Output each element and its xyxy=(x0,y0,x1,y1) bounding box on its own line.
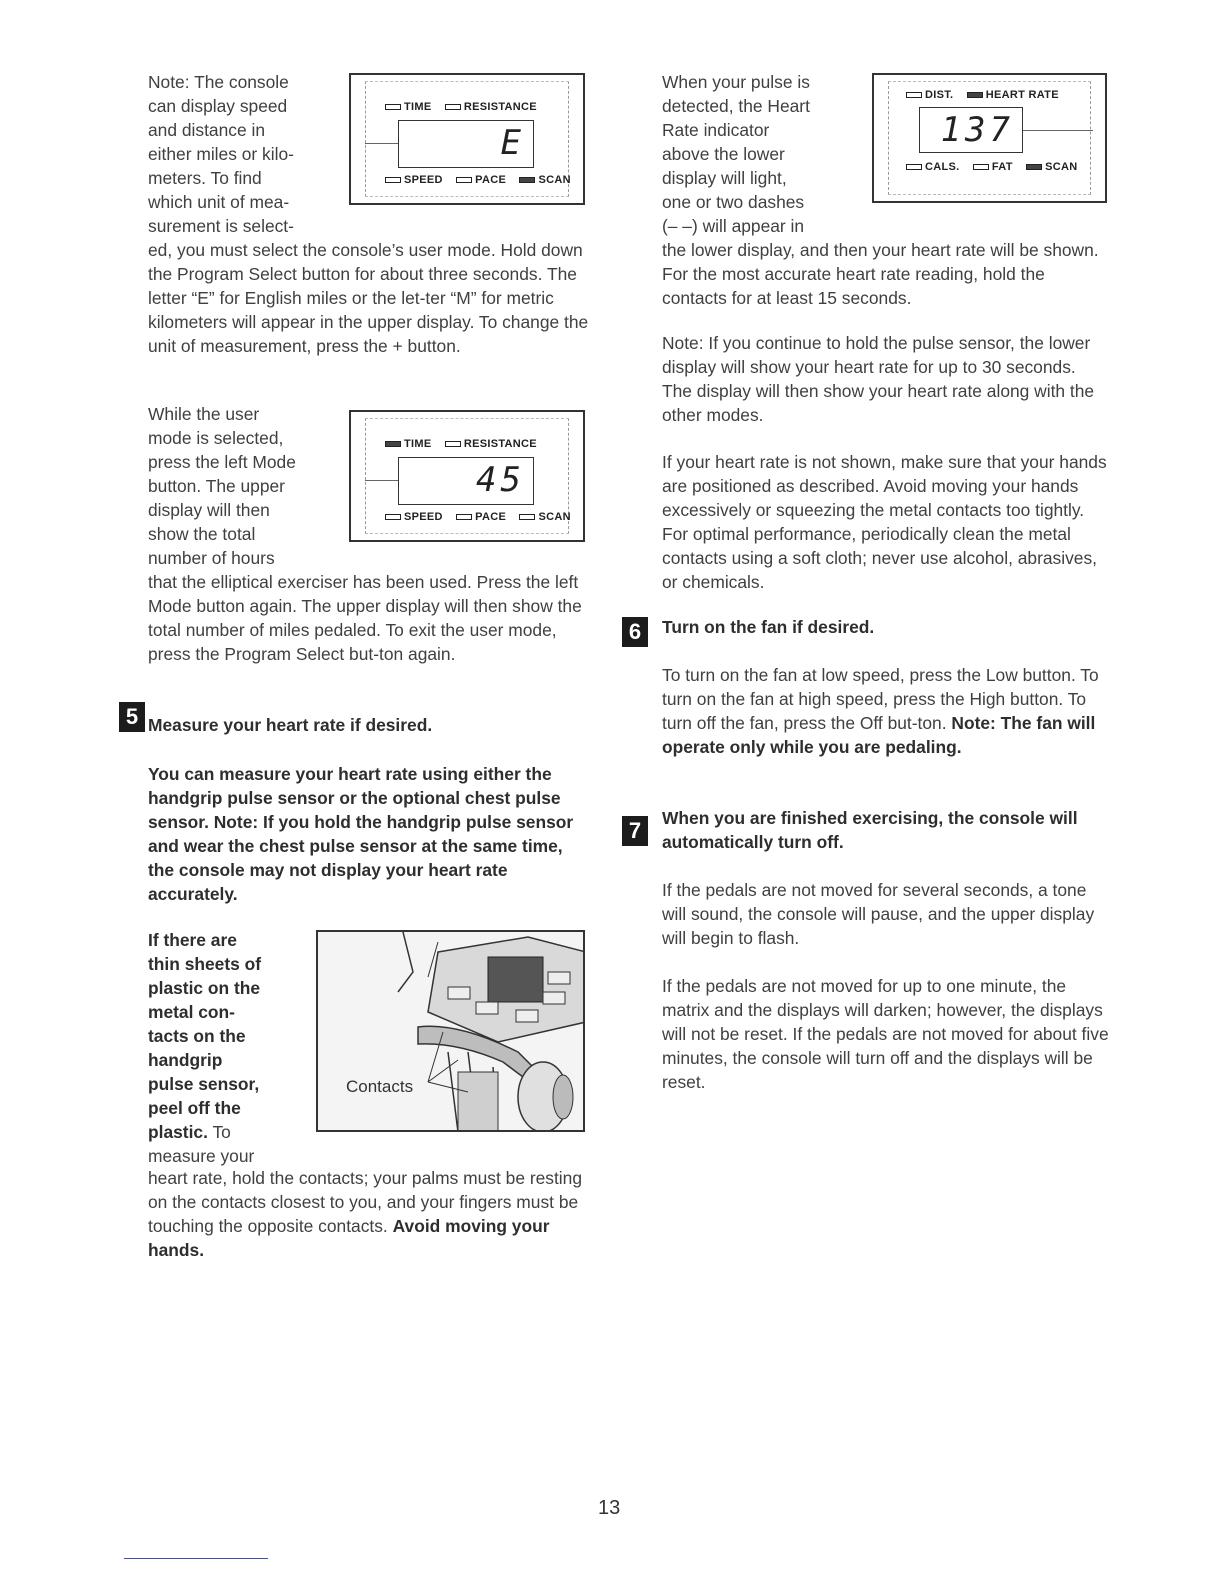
line: display will light, xyxy=(662,168,787,188)
line: Note: The console xyxy=(148,72,289,92)
fan-instructions: To turn on the fan at low speed, press the Low button. To turn on the fan at high speed, press the High button. To turn off the fan, press the Off but-ton. xyxy=(662,665,1099,733)
line: While the user xyxy=(148,404,260,424)
step-5-bold-paragraph: You can measure your heart rate using either the handgrip pulse sensor or the optional chest pulse sensor. Note: If you hold the handgrip pulse sensor and wear the chest pulse sensor at the same time, the console may not display your heart rate accurately. xyxy=(148,764,574,904)
time-indicator-icon xyxy=(385,104,401,110)
display-top-indicators xyxy=(385,438,547,450)
line: one or two dashes xyxy=(662,192,805,212)
step-6-badge: 6 xyxy=(622,617,648,647)
display-bottom-indicators xyxy=(385,511,581,523)
indicator-scan: SCAN xyxy=(519,511,570,523)
line: measure your xyxy=(148,1146,255,1166)
indicator-scan: SCAN xyxy=(1026,161,1077,173)
display-bottom-indicators xyxy=(906,161,1087,173)
line: which unit of mea- xyxy=(148,192,290,212)
line: When your pulse is xyxy=(662,72,810,92)
fan-note: Note: The fan will operate only while you are pedaling. xyxy=(662,713,1096,757)
indicator-heart-rate: HEART RATE xyxy=(967,89,1059,101)
line: number of hours xyxy=(148,548,275,568)
time-indicator-icon xyxy=(385,441,401,447)
step-7-para2: If the pedals are not moved for up to one minute, the matrix and the displays will darken; however, the displays will not be reset. If the pedals are not moved for about five minutes, the console will turn off and the displays will be reset. xyxy=(662,976,1109,1092)
pulse-rest: the lower display, and then your heart rate will be shown. For the most accurate heart rate reading, hold the contacts for at least 15 seconds. xyxy=(662,240,1099,308)
line: Rate indicator xyxy=(662,120,770,140)
plastic-word: plastic. xyxy=(148,1122,208,1142)
line: pulse sensor, xyxy=(148,1074,260,1094)
display-tick xyxy=(1023,130,1093,131)
avoid-moving-text: Avoid moving your hands. xyxy=(148,1216,550,1260)
note-units-rest: ed, you must select the console’s user mode. Hold down the Program Select button for about three seconds. The letter “E” for English miles or the let-ter “M” for metric kilometers will appear in the upper display. To change the unit of measurement, press the + button. xyxy=(148,240,589,356)
resistance-indicator-icon xyxy=(445,441,461,447)
line: plastic on the xyxy=(148,978,261,998)
resistance-indicator-icon xyxy=(445,104,461,110)
speed-indicator-icon xyxy=(385,177,401,183)
step-7-para1: If the pedals are not moved for several seconds, a tone will sound, the console will pause, and the upper display will begin to flash. xyxy=(662,880,1095,948)
step-6-title: Turn on the fan if desired. xyxy=(662,617,875,637)
user-mode-rest: that the elliptical exerciser has been used. Press the left Mode button again. The upper display will then show the total number of miles pedaled. To exit the user mode, press the Program Select but-ton again. xyxy=(148,572,582,664)
line: display will then xyxy=(148,500,270,520)
line: tacts on the xyxy=(148,1026,246,1046)
indicator-resistance: RESISTANCE xyxy=(445,101,537,113)
line: can display speed xyxy=(148,96,288,116)
to-word: To xyxy=(207,1122,231,1142)
step-5-badge: 5 xyxy=(119,702,145,732)
line: meters. To find xyxy=(148,168,262,188)
pulse-wrapped xyxy=(662,70,872,238)
indicator-speed: SPEED xyxy=(385,511,443,523)
line xyxy=(148,1120,308,1144)
line: mode is selected, xyxy=(148,428,284,448)
line: metal con- xyxy=(148,1002,235,1022)
indicator-resistance: RESISTANCE xyxy=(445,438,537,450)
speed-indicator-icon xyxy=(385,514,401,520)
step-7-badge: 7 xyxy=(622,816,648,846)
scan-indicator-icon xyxy=(519,514,535,520)
contacts-label: Contacts xyxy=(346,1077,414,1096)
line: (– –) will appear in xyxy=(662,216,805,236)
console-display-hours xyxy=(349,410,585,542)
line: handgrip xyxy=(148,1050,223,1070)
plastic-note-wrapped xyxy=(148,928,308,1168)
display-digits: 137 xyxy=(919,107,1023,153)
line: show the total xyxy=(148,524,256,544)
note-pulse-sensor: Note: If you continue to hold the pulse sensor, the lower display will show your heart rate for up to 30 seconds. The display will then show your heart rate along with the other modes. xyxy=(662,333,1095,425)
heart-rate-indicator-icon xyxy=(967,92,983,98)
line: detected, the Heart xyxy=(662,96,810,116)
display-bottom-indicators xyxy=(385,174,581,186)
user-mode-wrapped xyxy=(148,402,348,570)
line: surement is select- xyxy=(148,216,294,236)
line: thin sheets of xyxy=(148,954,262,974)
display-tick xyxy=(365,143,398,144)
display-digits: 45 xyxy=(398,457,534,505)
console-display-units xyxy=(349,73,585,205)
indicator-speed: SPEED xyxy=(385,174,443,186)
indicator-time: TIME xyxy=(385,438,431,450)
display-top-indicators xyxy=(906,89,1069,101)
dist-indicator-icon xyxy=(906,92,922,98)
line: above the lower xyxy=(662,144,785,164)
display-top-indicators xyxy=(385,101,547,113)
note-units-wrapped xyxy=(148,70,348,238)
line: button. The upper xyxy=(148,476,285,496)
step-6-text xyxy=(662,663,1110,759)
indicator-pace: PACE xyxy=(456,174,506,186)
plastic-note-text: heart rate, hold the contacts; your palms must be resting on the contacts closest to you, and your fingers must be touching the opposite contacts. xyxy=(148,1168,583,1236)
cals-indicator-icon xyxy=(906,164,922,170)
indicator-cals: CALS. xyxy=(906,161,960,173)
step-5-title: Measure your heart rate if desired. xyxy=(148,715,433,735)
indicator-time: TIME xyxy=(385,101,431,113)
line: press the left Mode xyxy=(148,452,296,472)
footer-rule xyxy=(124,1558,268,1559)
handgrip-contacts-illustration xyxy=(316,930,585,1132)
heart-rate-not-shown: If your heart rate is not shown, make sure that your hands are positioned as described. Avoid moving your hands excessively or squeezing the metal contacts too tightly. For optimal performance, periodically clean the metal contacts using a soft cloth; never use alcohol, abrasives, or chemicals. xyxy=(662,452,1107,592)
plastic-note-rest xyxy=(148,1166,588,1262)
display-digits: E xyxy=(398,120,534,168)
line: and distance in xyxy=(148,120,265,140)
indicator-scan: SCAN xyxy=(519,174,570,186)
line: either miles or kilo- xyxy=(148,144,294,164)
indicator-fat: FAT xyxy=(973,161,1013,173)
indicator-dist: DIST. xyxy=(906,89,953,101)
page-number: 13 xyxy=(598,1497,621,1519)
line: peel off the xyxy=(148,1098,241,1118)
scan-indicator-icon xyxy=(1026,164,1042,170)
scan-indicator-icon xyxy=(519,177,535,183)
console-display-heart-rate xyxy=(872,73,1107,203)
indicator-pace: PACE xyxy=(456,511,506,523)
line: If there are xyxy=(148,930,237,950)
handgrip-drawing xyxy=(318,932,585,1132)
pace-indicator-icon xyxy=(456,177,472,183)
pace-indicator-icon xyxy=(456,514,472,520)
step-7-title: When you are finished exercising, the console will automatically turn off. xyxy=(662,808,1078,852)
fat-indicator-icon xyxy=(973,164,989,170)
display-tick xyxy=(365,480,398,481)
